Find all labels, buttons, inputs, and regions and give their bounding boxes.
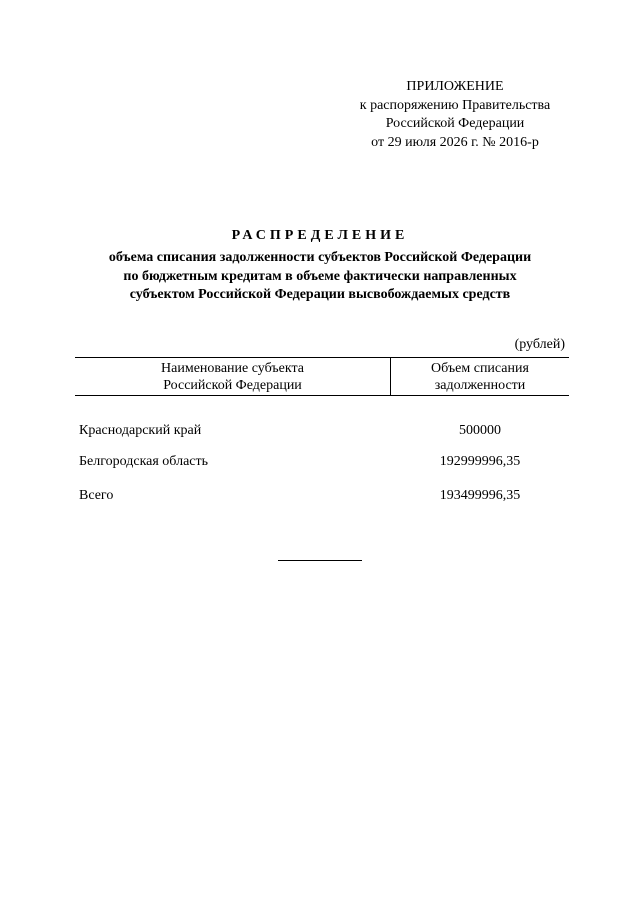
row-subject: Краснодарский край xyxy=(79,423,202,438)
row-amount: 192999996,35 xyxy=(439,454,521,469)
appendix-block xyxy=(340,78,570,152)
total-label: Всего xyxy=(79,488,114,503)
appendix-title: ПРИЛОЖЕНИЕ xyxy=(406,79,504,94)
appendix-reference: к распоряжению Правительства xyxy=(359,97,551,113)
table-top-rule xyxy=(75,357,569,358)
header-subject-line-1: Наименование субъекта xyxy=(161,361,304,376)
table-header-rule xyxy=(75,395,569,396)
appendix-date-number: от 29 июля 2026 г. № 2016-р xyxy=(371,134,539,150)
subtitle-line-1: объема списания задолженности субъектов Российской Федерации xyxy=(108,250,532,265)
total-amount: 193499996,35 xyxy=(439,488,521,503)
document-subtitle xyxy=(60,249,580,305)
header-amount-line-1: Объем списания xyxy=(431,361,529,376)
table-header-amount xyxy=(391,361,569,394)
document-end-line xyxy=(278,560,362,561)
table-row xyxy=(75,454,569,474)
table-total-row xyxy=(75,488,569,508)
subtitle-line-2: по бюджетным кредитам в объеме фактически направленных xyxy=(123,268,517,284)
units-label: (рублей) xyxy=(514,337,565,352)
subtitle-line-3: субъектом Российской Федерации высвобождаемых средств xyxy=(129,287,511,302)
header-amount-line-2: задолженности xyxy=(434,377,526,393)
row-subject: Белгородская область xyxy=(79,454,209,469)
table-header-subject xyxy=(75,361,390,394)
row-amount: 500000 xyxy=(459,423,501,438)
table-row xyxy=(75,423,569,443)
document-title: РАСПРЕДЕЛЕНИЕ xyxy=(231,228,409,243)
header-subject-line-2: Российской Федерации xyxy=(163,377,302,393)
appendix-authority: Российской Федерации xyxy=(385,116,525,131)
